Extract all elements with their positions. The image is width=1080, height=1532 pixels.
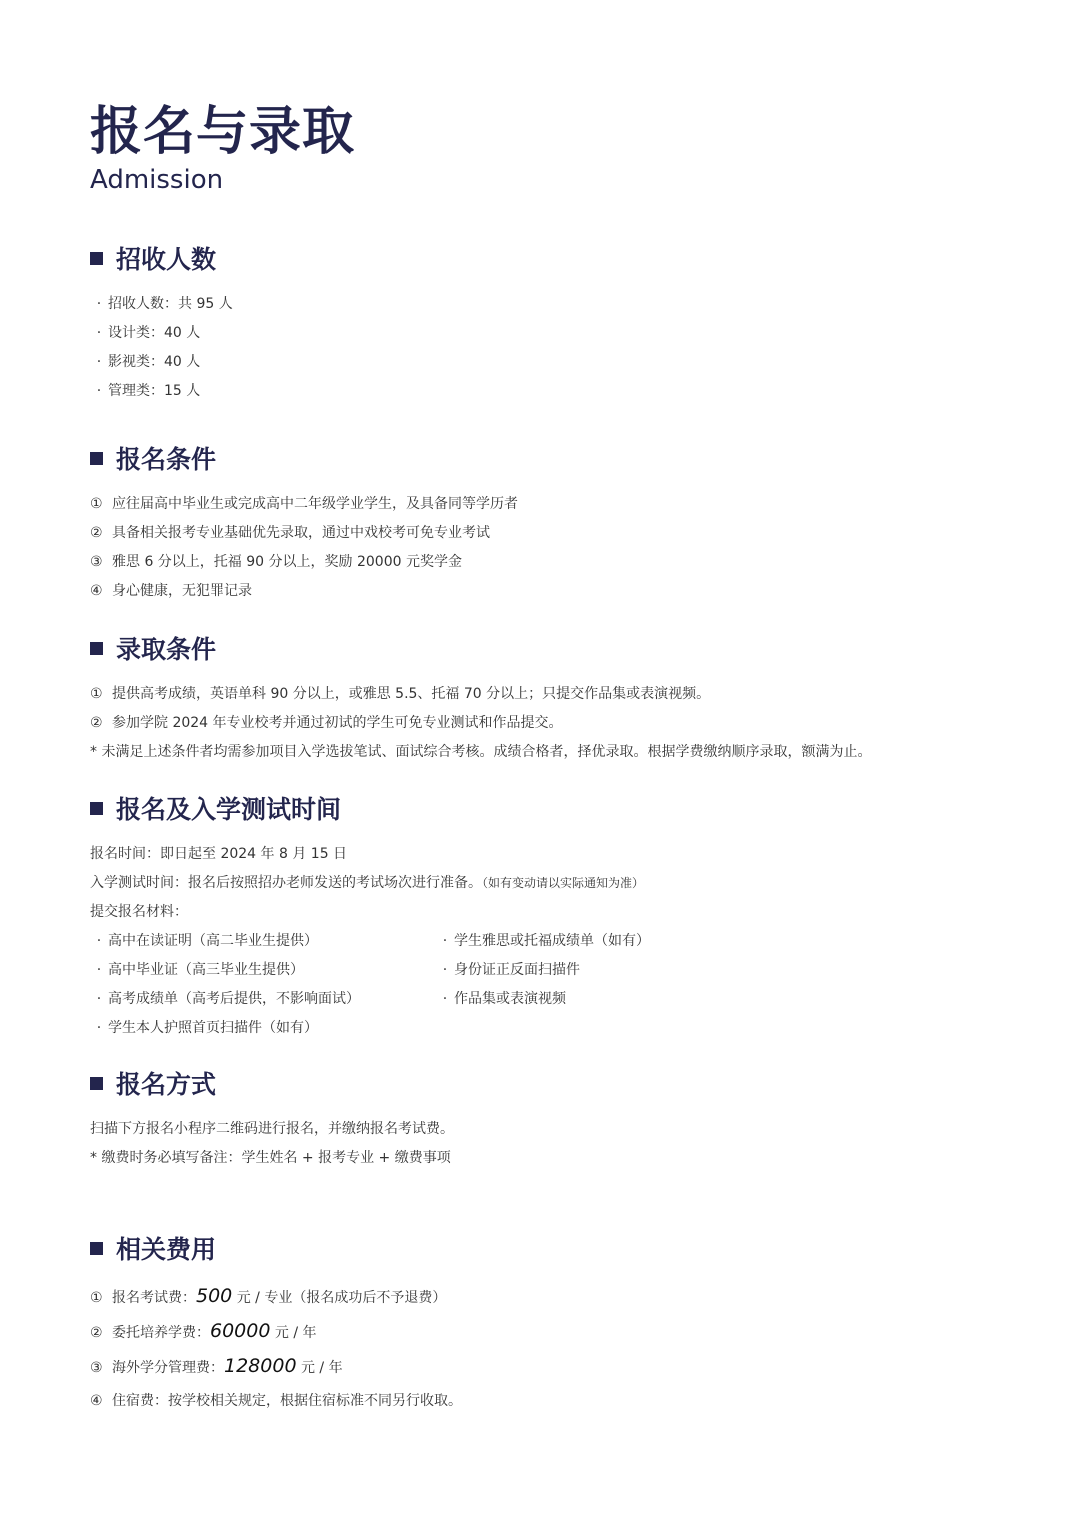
- section-schedule: [90, 790, 1040, 1043]
- list-item: · 高中毕业证（高三毕业生提供）: [96, 962, 304, 978]
- list-item: · 设计类：40 人: [96, 325, 201, 341]
- list-item: · 招收人数：共 95 人: [96, 296, 233, 312]
- list-item: · 影视类：40 人: [96, 354, 201, 370]
- list-item: ③ 雅思 6 分以上，托福 90 分以上，奖励 20000 元奖学金: [90, 554, 462, 570]
- method-note: * 缴费时务必填写备注：学生姓名 + 报考专业 + 缴费事项: [90, 1150, 451, 1166]
- section-method: [90, 1065, 1040, 1173]
- section-title: 报名及入学测试时间: [116, 795, 342, 824]
- fee-amount: 60000: [210, 1320, 271, 1342]
- list-item: ② 参加学院 2024 年专业校考并通过初试的学生可免专业测试和作品提交。: [90, 715, 563, 731]
- list-item: ① 提供高考成绩，英语单科 90 分以上，或雅思 5.5、托福 70 分以上；只提交作品集或表演视频。: [90, 686, 711, 702]
- fee-item: ④ 住宿费：按学校相关规定，根据住宿标准不同另行收取。: [90, 1393, 462, 1409]
- materials-list: [90, 927, 1040, 1043]
- list-item: · 高考成绩单（高考后提供，不影响面试）: [96, 991, 360, 1007]
- section-title: 招收人数: [116, 245, 217, 274]
- list-item: ① 应往届高中毕业生或完成高中二年级学业学生，及具备同等学历者: [90, 496, 518, 512]
- section-title: 报名条件: [116, 445, 217, 474]
- page-title: 报名与录取: [90, 102, 356, 162]
- admission-note: * 未满足上述条件者均需参加项目入学选拔笔试、面试综合考核。成绩合格者，择优录取。根据学费缴纳顺序录取，额满为止。: [90, 744, 872, 760]
- list-item: · 高中在读证明（高二毕业生提供）: [96, 933, 318, 949]
- fee-item: ③ 海外学分管理费：128000 元 / 年: [90, 1355, 343, 1377]
- section-enrollment: [90, 240, 1040, 406]
- fee-item: ② 委托培养学费：60000 元 / 年: [90, 1320, 317, 1342]
- section-title: 相关费用: [116, 1235, 217, 1264]
- section-marker-icon: [90, 452, 103, 465]
- section-marker-icon: [90, 802, 103, 815]
- section-application-conditions: [90, 440, 1040, 606]
- list-item: · 学生本人护照首页扫描件（如有）: [96, 1020, 318, 1036]
- list-item: · 管理类：15 人: [96, 383, 201, 399]
- section-marker-icon: [90, 642, 103, 655]
- materials-label: 提交报名材料：: [90, 904, 188, 920]
- section-admission-conditions: [90, 630, 1040, 767]
- fee-amount: 500: [196, 1285, 233, 1307]
- page-subtitle: Admission: [90, 165, 224, 195]
- test-time: 入学测试时间：报名后按照招办老师发送的考试场次进行准备。（如有变动请以实际通知为准）: [90, 875, 645, 891]
- section-title: 报名方式: [116, 1070, 217, 1099]
- section-marker-icon: [90, 252, 103, 265]
- list-item: · 身份证正反面扫描件: [442, 962, 580, 978]
- list-item: · 作品集或表演视频: [442, 991, 566, 1007]
- fee-item: ① 报名考试费：500 元 / 专业（报名成功后不予退费）: [90, 1285, 447, 1307]
- test-time-note: （如有变动请以实际通知为准）: [482, 876, 645, 890]
- apply-time: 报名时间：即日起至 2024 年 8 月 15 日: [90, 846, 348, 862]
- method-instruction: 扫描下方报名小程序二维码进行报名，并缴纳报名考试费。: [90, 1121, 454, 1137]
- section-fees: [90, 1230, 1040, 1418]
- list-item: · 学生雅思或托福成绩单（如有）: [442, 933, 650, 949]
- list-item: ④ 身心健康，无犯罪记录: [90, 583, 252, 599]
- section-title: 录取条件: [116, 635, 217, 664]
- fee-amount: 128000: [224, 1355, 297, 1377]
- section-marker-icon: [90, 1242, 103, 1255]
- section-marker-icon: [90, 1077, 103, 1090]
- list-item: ② 具备相关报考专业基础优先录取，通过中戏校考可免专业考试: [90, 525, 490, 541]
